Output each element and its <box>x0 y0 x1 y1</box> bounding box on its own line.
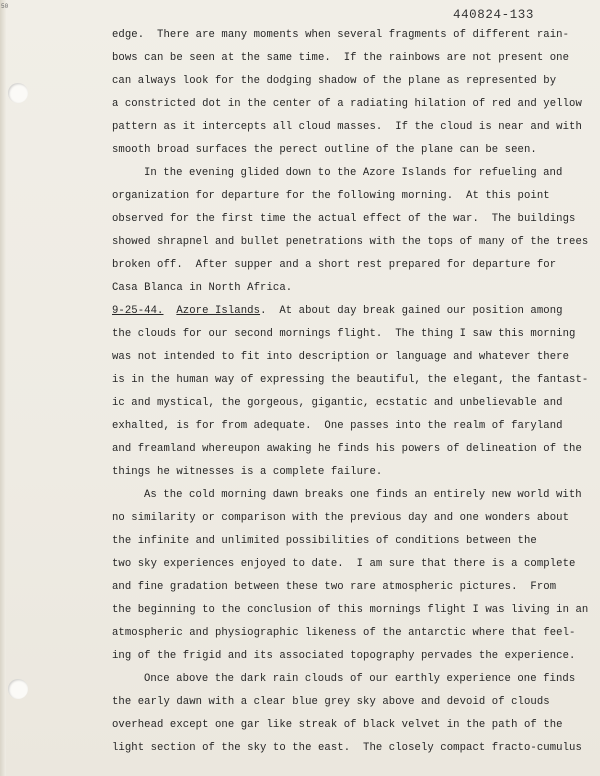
text-line: the clouds for our second mornings flight. The thing I saw this morning <box>112 328 576 340</box>
document-id: 440824-133 <box>452 8 534 22</box>
text-line: edge. There are many moments when several fragments of different rain- <box>112 29 570 41</box>
text-line: exhalted, is for from adequate. One passes into the realm of faryland <box>112 420 563 432</box>
punch-hole-bottom <box>8 679 28 699</box>
text-line: atmospheric and physiographic likeness of the antarctic where that feel- <box>112 627 576 639</box>
text-line: can always look for the dodging shadow of the plane as represented by <box>112 75 557 87</box>
text-line: the beginning to the conclusion of this mornings flight I was living in an <box>112 604 589 616</box>
typed-text-body <box>112 24 589 760</box>
entry-place: Azore Islands <box>176 305 261 317</box>
text-line: things he witnesses is a complete failure. <box>112 466 383 478</box>
text-line: organization for departure for the following morning. At this point <box>112 190 550 202</box>
text-line: In the evening glided down to the Azore Islands for refueling and <box>144 167 563 179</box>
text-line: the early dawn with a clear blue grey sky above and devoid of clouds <box>112 696 550 708</box>
page-edge <box>0 0 9 776</box>
text-line: smooth broad surfaces the perect outline of the plane can be seen. <box>112 144 537 156</box>
text-line: ing of the frigid and its associated topography pervades the experience. <box>112 650 576 662</box>
text-line: overhead except one gar like streak of black velvet in the path of the <box>112 719 563 731</box>
text-line: bows can be seen at the same time. If the rainbows are not present one <box>112 52 570 64</box>
text-line: ic and mystical, the gorgeous, gigantic, ecstatic and unbelievable and <box>112 397 563 409</box>
text-line: Once above the dark rain clouds of our earthly experience one finds <box>144 673 576 685</box>
text-line: is in the human way of expressing the beautiful, the elegant, the fantast- <box>112 374 589 386</box>
text-line: light section of the sky to the east. The closely compact fracto-cumulus <box>112 742 582 754</box>
text-line <box>112 300 582 323</box>
text-line: no similarity or comparison with the previous day and one wonders about <box>112 512 570 524</box>
text-line: two sky experiences enjoyed to date. I am sure that there is a complete <box>112 558 576 570</box>
corner-mark: 50 <box>1 3 9 10</box>
text-line: and freamland whereupon awaking he finds his powers of delineation of the <box>112 443 582 455</box>
text-line: pattern as it intercepts all cloud masses. If the cloud is near and with <box>112 121 582 133</box>
text-line: a constricted dot in the center of a radiating hilation of red and yellow <box>112 98 582 110</box>
text-line: the infinite and unlimited possibilities of conditions between the <box>112 535 537 547</box>
text-line: and fine gradation between these two rare atmospheric pictures. From <box>112 581 557 593</box>
text-line: broken off. After supper and a short rest prepared for departure for <box>112 259 557 271</box>
entry-text: . At about day break gained our position among <box>260 305 563 317</box>
text-line: was not intended to fit into description or language and whatever there <box>112 351 570 363</box>
text-line: As the cold morning dawn breaks one finds an entirely new world with <box>144 489 582 501</box>
text-line: observed for the first time the actual effect of the war. The buildings <box>112 213 576 225</box>
text-line: Casa Blanca in North Africa. <box>112 282 293 294</box>
entry-date: 9-25-44. <box>112 305 164 317</box>
text-line: showed shrapnel and bullet penetrations with the tops of many of the trees <box>112 236 589 248</box>
punch-hole-top <box>8 83 28 103</box>
